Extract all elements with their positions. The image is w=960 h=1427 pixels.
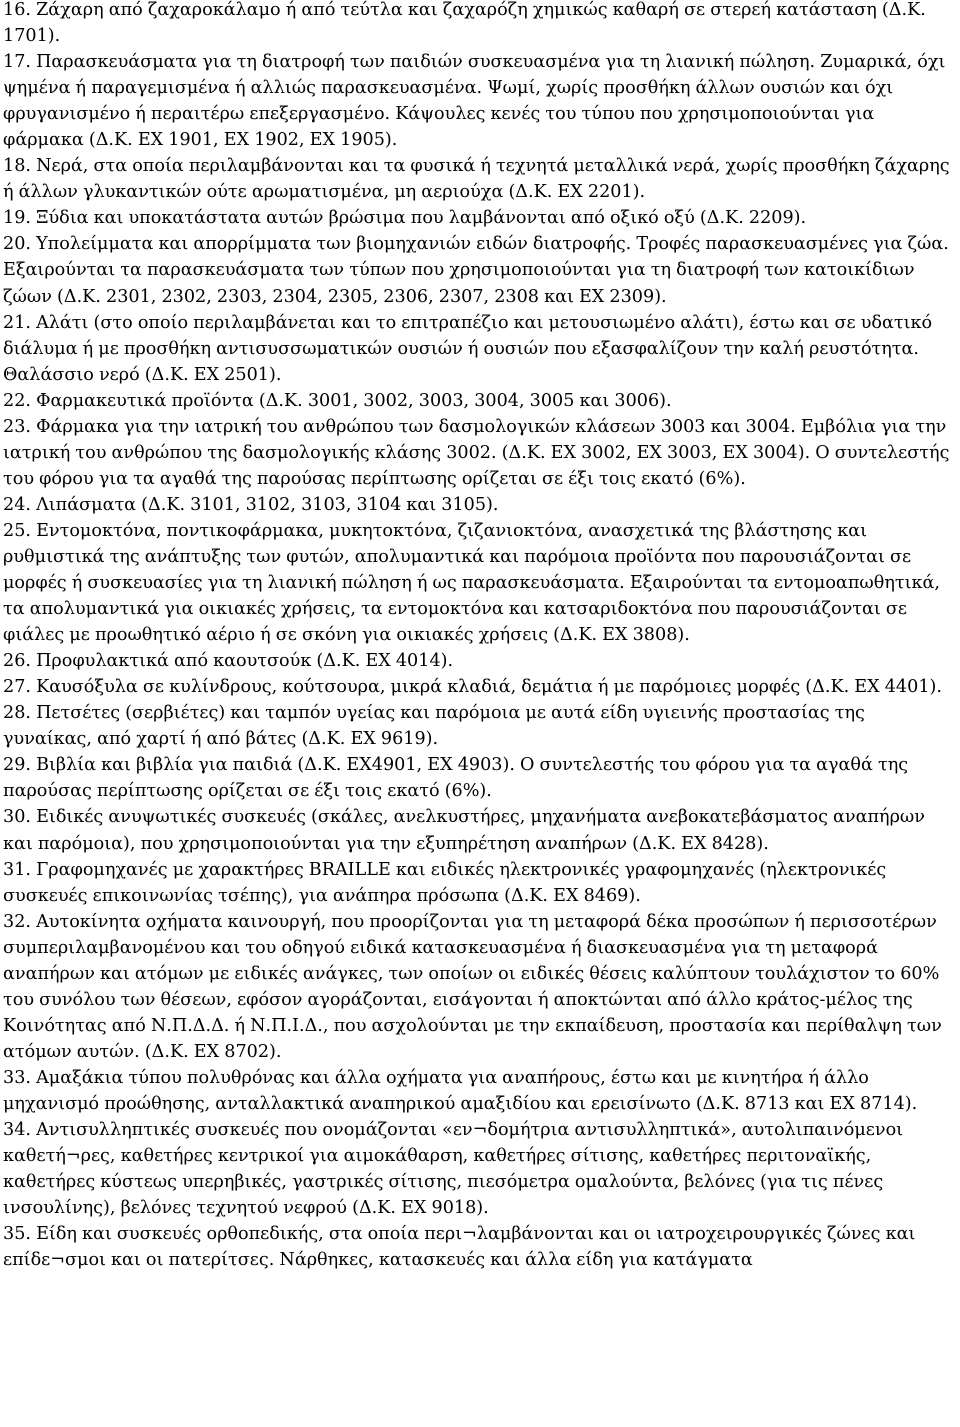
item-22: 22. Φαρμακευτικά προϊόντα (Δ.Κ. 3001, 3002, 3003, 3004, 3005 και 3006). — [3, 390, 672, 411]
item-27: 27. Καυσόξυλα σε κυλίνδρους, κούτσουρα, μικρά κλαδιά, δεμάτια ή με παρόμοιες μορφές (Δ.Κ. ΕΧ 4401). — [3, 677, 942, 698]
item-30: 30. Ειδικές ανυψωτικές συσκευές (σκάλες, ανελκυστήρες, μηχανήματα ανεβοκατεβάσματος αναπήρων και παρόμοια), που χρησιμοποιούνται για την εξυπηρέτηση αναπήρων (Δ.Κ. ΕΧ 8428). — [3, 807, 925, 854]
item-16: 16. Ζάχαρη από ζαχαροκάλαμο ή από τεύτλα και ζαχαρόζη χημικώς καθαρή σε στερεή κατάσταση (Δ.Κ. 1701). — [3, 0, 926, 47]
item-35: 35. Είδη και συσκευές ορθοπεδικής, στα οποία περι¬λαμβάνονται και οι ιατροχειρουργικές ζώνες και επίδε¬σμοι και οι πατερίτσες. Νάρθηκες, κατασκευές και άλλα είδη για κατάγματα — [3, 1224, 916, 1271]
item-31: 31. Γραφομηχανές με χαρακτήρες BRAILLE και ειδικές ηλεκτρονικές γραφομηχανές (ηλεκτρονικές συσκευές επικοινωνίας τσέπης), για ανάπηρα πρόσωπα (Δ.Κ. ΕΧ 8469). — [3, 859, 887, 906]
item-17: 17. Παρασκευάσματα για τη διατροφή των παιδιών συσκευασμένα για τη λιανική πώληση. Ζυμαρικά, όχι ψημένα ή παραγεμισμένα ή αλλιώς παρασκευασμένα. Ψωμί, χωρίς προσθήκη άλλων ουσιών και όχι φρυγανισμένο ή περαιτέρω επεξεργασμένο. Κάψουλες κενές του τύπου που χρησιμοποιούνται για φάρμακα (Δ.Κ. ΕΧ 1901, ΕΧ 1902, ΕΧ 1905). — [3, 52, 946, 151]
item-19: 19. Ξύδια και υποκατάστατα αυτών βρώσιμα που λαμβάνονται από οξικό οξύ (Δ.Κ. 2209). — [3, 208, 807, 229]
item-24: 24. Λιπάσματα (Δ.Κ. 3101, 3102, 3103, 3104 και 3105). — [3, 494, 499, 515]
item-33: 33. Αμαξάκια τύπου πολυθρόνας και άλλα οχήματα για αναπήρους, έστω και με κινητήρα ή άλλο μηχανισμό προώθησης, ανταλλακτικά αναπηρικού αμαξιδίου και ερεισίνωτο (Δ.Κ. 8713 και ΕΧ 8714). — [3, 1067, 918, 1114]
item-18: 18. Νερά, στα οποία περιλαμβάνονται και τα φυσικά ή τεχνητά μεταλλικά νερά, χωρίς προσθήκη ζάχαρης ή άλλων γλυκαντικών ούτε αρωματισμένα, μη αεριούχα (Δ.Κ. ΕΧ 2201). — [3, 156, 950, 203]
item-26: 26. Προφυλακτικά από καουτσούκ (Δ.Κ. ΕΧ 4014). — [3, 651, 454, 672]
item-34: 34. Αντισυλληπτικές συσκευές που ονομάζονται «εν¬δομήτρια αντισυλληπτικά», αυτολιπαινόμενοι καθετή¬ρες, καθετήρες κεντρικοί για αιμοκάθαρση, καθετήρες σίτισης, καθετήρες περιτοναϊκής, καθετήρες κύστεως υπερηβικές, γαστρικές σίτισης, πιεσόμετρα ομαλούντα, βελόνες (για τις πένες ινσουλίνης), βελόνες τεχνητού νεφρού (Δ.Κ. ΕΧ 9018). — [3, 1120, 904, 1219]
document-page — [3, 0, 957, 1273]
item-28: 28. Πετσέτες (σερβιέτες) και ταμπόν υγείας και παρόμοια με αυτά είδη υγιεινής προστασίας της γυναίκας, από χαρτί ή από βάτες (Δ.Κ. ΕΧ 9619). — [3, 703, 865, 750]
item-21: 21. Αλάτι (στο οποίο περιλαμβάνεται και το επιτραπέζιο και μετουσιωμένο αλάτι), έστω και σε υδατικό διάλυμα ή με προσθήκη αντισυσσωματικών ουσιών ή ουσιών που εξασφαλίζουν την καλή ρευστότητα. Θαλάσσιο νερό (Δ.Κ. ΕΧ 2501). — [3, 312, 933, 385]
item-23: 23. Φάρμακα για την ιατρική του ανθρώπου των δασμολογικών κλάσεων 3003 και 3004. Εμβόλια για την ιατρική του ανθρώπου της δασμολογικής κλάσης 3002. (Δ.Κ. ΕΧ 3002, ΕΧ 3003, ΕΧ 3004). Ο συντελεστής του φόρου για τα αγαθά της παρούσας περίπτωσης ορίζεται σε έξι τοις εκατό (6%). — [3, 416, 950, 489]
item-29: 29. Βιβλία και βιβλία για παιδιά (Δ.Κ. ΕΧ4901, ΕΧ 4903). Ο συντελεστής του φόρου για τα αγαθά της παρούσας περίπτωσης ορίζεται σε έξι τοις εκατό (6%). — [3, 755, 909, 802]
item-20: 20. Υπολείμματα και απορρίμματα των βιομηχανιών ειδών διατροφής. Τροφές παρασκευασμένες για ζώα. Εξαιρούνται τα παρασκευάσματα των τύπων που χρησιμοποιούνται για τη διατροφή των κατοικίδιων ζώων (Δ.Κ. 2301, 2302, 2303, 2304, 2305, 2306, 2307, 2308 και ΕΧ 2309). — [3, 234, 949, 307]
item-32: 32. Αυτοκίνητα οχήματα καινουργή, που προορίζονται για τη μεταφορά δέκα προσώπων ή περισσοτέρων συμπεριλαμβανομένου και του οδηγού ειδικά κατασκευασμένα ή διασκευασμένα για τη μεταφορά αναπήρων και ατόμων με ειδικές ανάγκες, των οποίων οι ειδικές θέσεις καλύπτουν τουλάχιστον το 60% του συνόλου των θέσεων, εφόσον αγοράζονται, εισάγονται ή αποκτώνται από άλλο κράτος-μέλος της Κοινότητας από Ν.Π.Δ.Δ. ή Ν.Π.Ι.Δ., που ασχολούνται με την εκπαίδευση, προστασία και περίθαλψη των ατόμων αυτών. (Δ.Κ. ΕΧ 8702). — [3, 911, 942, 1062]
item-25: 25. Εντομοκτόνα, ποντικοφάρμακα, μυκητοκτόνα, ζιζανιοκτόνα, ανασχετικά της βλάστησης και ρυθμιστικά της ανάπτυξης των φυτών, απολυμαντικά και παρόμοια προϊόντα που παρουσιάζονται σε μορφές ή συσκευασίες για τη λιανική πώληση ή ως παρασκευάσματα. Εξαιρούνται τα εντομοαπωθητικά, τα απολυμαντικά για οικιακές χρήσεις, τα εντομοκτόνα και κατσαριδοκτόνα που παρουσιάζονται σε φιάλες με προωθητικό αέριο ή σε σκόνη για οικιακές χρήσεις (Δ.Κ. ΕΧ 3808). — [3, 520, 940, 646]
